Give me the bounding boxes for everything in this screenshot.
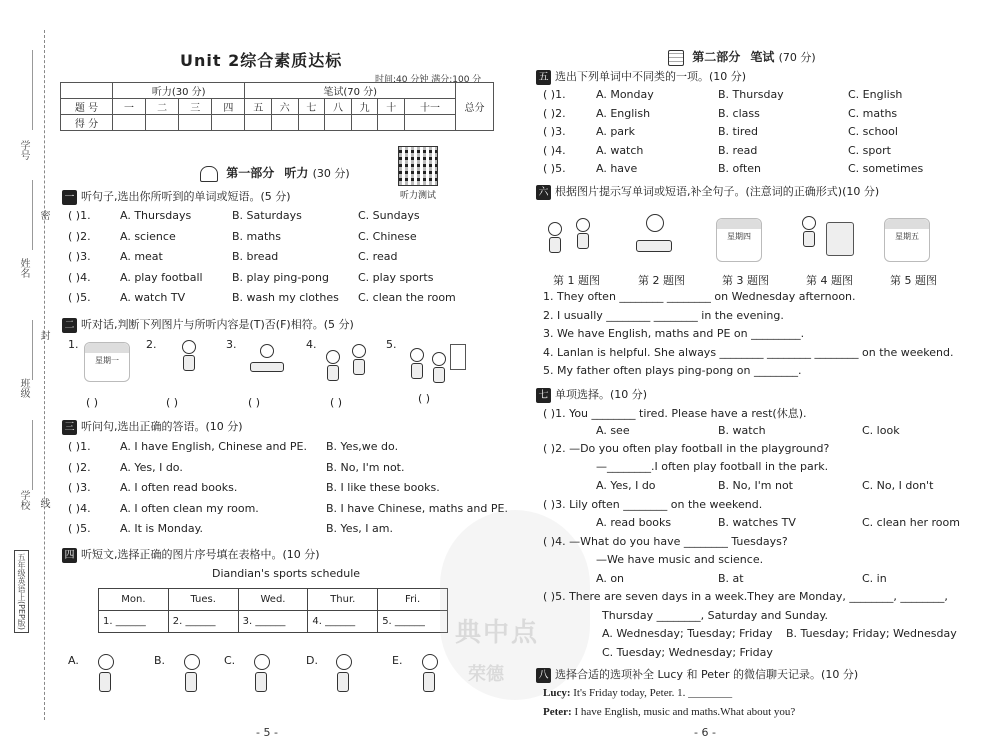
qr-code-icon[interactable] — [398, 146, 438, 186]
answer-paren[interactable]: ( )4. — [68, 501, 91, 515]
pic-number: 4. — [306, 338, 317, 351]
class-label: 班级 — [18, 378, 29, 398]
girl-washing-clothes-picture — [796, 212, 858, 266]
score-input[interactable] — [325, 115, 352, 131]
picture-caption: 第 2 题图 — [638, 274, 685, 287]
underline — [32, 180, 33, 250]
book-label: 五年级英语上(PEP版) — [14, 550, 29, 633]
picture-option-label[interactable]: A. — [68, 654, 79, 667]
day-header: Tues. — [168, 589, 238, 611]
schedule-table — [98, 588, 448, 633]
answer-blank[interactable]: ( ) — [166, 396, 179, 409]
score-input[interactable] — [113, 115, 146, 131]
score-cell: 一 — [113, 99, 146, 115]
score-cell: 九 — [351, 99, 378, 115]
schedule-slot[interactable]: 5. ______ — [378, 611, 448, 633]
answer-blank[interactable]: ( ) — [86, 396, 99, 409]
schedule-title: Diandian's sports schedule — [212, 567, 361, 580]
pic-number: 5. — [386, 338, 397, 351]
option-b[interactable]: B. I have Chinese, maths and PE. — [326, 501, 508, 515]
option-a[interactable]: A. park — [596, 125, 635, 139]
question-5-cont: Thursday ________, Saturday and Sunday. — [602, 609, 828, 622]
girl-cooking-picture — [170, 340, 210, 390]
score-input[interactable] — [212, 115, 245, 131]
score-cell: 七 — [298, 99, 325, 115]
score-cell: 十 — [378, 99, 405, 115]
question-5: ( )5. There are seven days in a week.They are Monday, ________, ________, — [543, 590, 948, 603]
day-header: Wed. — [238, 589, 308, 611]
sport-picture — [408, 652, 452, 710]
kids-playing-picture — [544, 212, 598, 264]
option-a[interactable]: A. science — [120, 229, 176, 243]
answer-blank[interactable]: ( ) — [330, 396, 343, 409]
qr-label: 听力测试 — [400, 191, 437, 201]
day-header: Fri. — [378, 589, 448, 611]
score-input[interactable] — [179, 115, 212, 131]
answer-paren[interactable]: ( )3. — [543, 125, 566, 139]
answer-paren[interactable]: ( )1. — [68, 440, 91, 453]
part1-score: (30 分) — [312, 167, 350, 180]
answer-paren[interactable]: ( )2. — [543, 106, 566, 120]
score-cell: 得 分 — [61, 115, 113, 131]
picture-option-label[interactable]: D. — [306, 654, 318, 667]
section-number: 一 — [62, 190, 77, 205]
question-2: ( )2. —Do you often play football in the playground? — [543, 442, 830, 455]
option-a[interactable]: A. I often clean my room. — [120, 501, 259, 515]
part1-heading — [200, 164, 350, 182]
score-table — [60, 82, 494, 131]
option-a[interactable]: A. I have English, Chinese and PE. — [120, 440, 307, 453]
section-text: 根据图片提示写单词或短语,补全句子。(注意词的正确形式)(10 分) — [555, 185, 880, 198]
pic-number: 3. — [226, 338, 237, 351]
option-c[interactable]: C. Chinese — [358, 229, 417, 243]
day-header: Thur. — [308, 589, 378, 611]
section-text: 单项选择。(10 分) — [555, 388, 648, 401]
score-cell: 题 号 — [61, 99, 113, 115]
watermark-text: 典中点 — [455, 618, 540, 648]
answer-blank[interactable]: ( ) — [418, 392, 431, 405]
option-a[interactable]: A. Wednesday; Tuesday; Friday — [602, 627, 773, 640]
section2-heading — [62, 316, 354, 333]
question-2-reply: —________.I often play football in the park. — [596, 460, 829, 473]
option-b[interactable]: B. Yes, I am. — [326, 522, 393, 535]
option-a[interactable]: A. play football — [120, 270, 203, 284]
answer-blank[interactable]: ( ) — [248, 396, 261, 409]
section-text: 听短文,选择正确的图片序号填在表格中。(10 分) — [81, 548, 320, 561]
chat-text: It's Friday today, Peter. 1. ________ — [570, 687, 733, 699]
calendar-label: 星期一 — [95, 356, 119, 365]
pic-number: 2. — [146, 338, 157, 351]
page-number-left: - 5 - — [256, 726, 278, 739]
section6-heading — [536, 183, 879, 200]
football-picture — [402, 338, 468, 388]
chat-line-peter — [543, 706, 795, 718]
option-a[interactable]: A. Monday — [596, 88, 654, 101]
option-b[interactable]: B. read — [718, 143, 758, 157]
option-b[interactable]: B. Yes,we do. — [326, 440, 399, 453]
picture-option-label[interactable]: B. — [154, 654, 166, 667]
score-cell: 十一 — [405, 99, 456, 115]
section5-heading — [536, 68, 746, 85]
section7-heading — [536, 386, 647, 403]
score-input[interactable] — [146, 115, 179, 131]
calendar-label: 星期五 — [895, 232, 919, 241]
option-b[interactable]: B. I like these books. — [326, 481, 440, 494]
option-c[interactable]: C. No, I don't — [862, 479, 934, 492]
calendar-thursday-picture — [716, 218, 762, 262]
section-text: 听对话,判断下列图片与所听内容是(T)否(F)相符。(5 分) — [81, 318, 354, 331]
schedule-slot[interactable]: 2. ______ — [168, 611, 238, 633]
score-cell: 三 — [179, 99, 212, 115]
option-a[interactable]: A. Thursdays — [120, 209, 192, 222]
option-b[interactable]: B. Thursday — [718, 88, 784, 101]
calendar-label: 星期四 — [727, 232, 751, 241]
picture-option-label[interactable]: E. — [392, 654, 403, 667]
section3-heading — [62, 418, 243, 435]
total-header: 总分 — [456, 83, 494, 131]
score-input[interactable] — [378, 115, 405, 131]
option-c[interactable]: C. school — [848, 125, 898, 139]
picture-caption: 第 5 题图 — [890, 274, 937, 287]
school-label: 学校 — [18, 490, 29, 510]
sport-picture — [170, 652, 214, 710]
option-b[interactable]: B. at — [718, 572, 744, 585]
underline — [32, 420, 33, 490]
option-b[interactable]: B. No, I'm not. — [326, 460, 405, 474]
boy-homework-picture — [628, 210, 684, 266]
score-input[interactable] — [351, 115, 378, 131]
option-b[interactable]: B. class — [718, 106, 760, 120]
name-label: 姓名 — [18, 258, 29, 278]
fill-sentence[interactable]: 1. They often ________ ________ on Wednesday afternoon. — [543, 290, 856, 303]
sport-picture — [322, 652, 366, 710]
option-c[interactable]: C. clean the room — [358, 291, 456, 304]
score-input[interactable] — [272, 115, 299, 131]
calendar-monday-picture — [84, 342, 130, 382]
score-cell: 二 — [146, 99, 179, 115]
pic-number: 1. — [68, 338, 79, 351]
option-b[interactable]: B. maths — [232, 229, 282, 243]
answer-paren[interactable]: ( )5. — [543, 162, 566, 176]
option-c[interactable]: C. maths — [848, 106, 898, 120]
section1-heading — [62, 188, 291, 205]
answer-paren[interactable]: ( )1. — [68, 209, 91, 222]
option-b[interactable]: B. bread — [232, 250, 279, 263]
option-b[interactable]: B. watch — [718, 424, 766, 437]
section8-heading — [536, 666, 858, 683]
answer-paren[interactable]: ( )4. — [543, 143, 566, 157]
section-number: 五 — [536, 70, 551, 85]
calendar-friday-picture — [884, 218, 930, 262]
option-a[interactable]: A. have — [596, 162, 638, 176]
underline — [32, 50, 33, 130]
student-id-label: 学号 — [18, 140, 29, 160]
part1-title: 第一部分 — [226, 166, 275, 180]
option-a[interactable]: A. It is Monday. — [120, 522, 204, 535]
option-b[interactable]: B. watches TV — [718, 516, 796, 529]
score-cell: 五 — [245, 99, 272, 115]
section-number: 三 — [62, 420, 77, 435]
part2-heading — [668, 48, 816, 66]
chat-text: I have English, music and maths.What about you? — [571, 706, 796, 718]
option-b[interactable]: B. wash my clothes — [232, 291, 339, 304]
exam-meta: 时间:40 分钟 满分:100 分 — [375, 75, 482, 85]
option-a[interactable]: A. on — [596, 572, 625, 585]
picture-caption: 第 1 题图 — [553, 274, 600, 287]
page-number-right: - 6 - — [694, 726, 716, 739]
section-number: 四 — [62, 548, 77, 563]
option-a[interactable]: A. meat — [120, 250, 163, 263]
scroll-icon — [668, 50, 684, 66]
option-a[interactable]: A. watch — [596, 143, 644, 157]
speaker-name: Peter: — [543, 706, 572, 718]
part2-title: 第二部分 — [692, 50, 741, 64]
schedule-slot[interactable]: 4. ______ — [308, 611, 378, 633]
option-a[interactable]: A. see — [596, 424, 630, 437]
question-1: ( )1. You ________ tired. Please have a rest(休息). — [543, 407, 807, 420]
part2-name: 笔试 — [750, 50, 775, 64]
answer-paren[interactable]: ( )2. — [68, 460, 91, 474]
fill-sentence[interactable]: 4. Lanlan is helpful. She always ________ ________ ________ on the weekend. — [543, 345, 954, 359]
score-input[interactable] — [245, 115, 272, 131]
option-c[interactable]: C. clean her room — [862, 516, 960, 529]
score-cell: 八 — [325, 99, 352, 115]
section-text: 选出下列单词中不同类的一项。(10 分) — [555, 70, 747, 83]
boy-reading-picture — [244, 340, 290, 390]
chat-line-lucy — [543, 687, 732, 699]
option-c[interactable]: C. look — [862, 424, 900, 437]
section4-heading — [62, 546, 320, 563]
score-cell: 六 — [272, 99, 299, 115]
score-input[interactable] — [405, 115, 456, 131]
fill-sentence[interactable]: 3. We have English, maths and PE on _________. — [543, 327, 805, 341]
seal-char: 封 — [38, 330, 49, 340]
option-b[interactable]: B. Saturdays — [232, 209, 302, 222]
fill-sentence[interactable]: 5. My father often plays ping-pong on ________. — [543, 364, 802, 378]
option-b[interactable]: B. play ping-pong — [232, 270, 329, 284]
picture-caption: 第 3 题图 — [722, 274, 769, 287]
section-text: 听问句,选出正确的答语。(10 分) — [81, 420, 243, 433]
option-c[interactable]: C. Tuesday; Wednesday; Friday — [602, 646, 773, 659]
option-b[interactable]: B. No, I'm not — [718, 479, 793, 492]
picture-caption: 第 4 题图 — [806, 274, 853, 287]
binding-strip — [14, 30, 58, 730]
option-c[interactable]: C. play sports — [358, 270, 434, 284]
option-a[interactable]: A. read books — [596, 516, 672, 529]
option-a[interactable]: A. Yes, I do. — [120, 460, 183, 474]
question-3: ( )3. Lily often ________ on the weekend. — [543, 498, 763, 511]
question-4: ( )4. —What do you have ________ Tuesdays? — [543, 535, 788, 548]
sport-picture — [240, 652, 284, 710]
section-number: 二 — [62, 318, 77, 333]
underline — [32, 320, 33, 380]
section-number: 八 — [536, 668, 551, 683]
sport-picture — [84, 652, 128, 710]
fill-sentence[interactable]: 2. I usually ________ ________ in the evening. — [543, 308, 784, 322]
option-b[interactable]: B. Tuesday; Friday; Wednesday — [786, 627, 957, 640]
page-title: Unit 2综合素质达标 — [180, 51, 343, 70]
option-a[interactable]: A. Yes, I do — [596, 479, 656, 492]
option-b[interactable]: B. tired — [718, 125, 758, 139]
speaker-name: Lucy: — [543, 687, 571, 699]
option-a[interactable]: A. watch TV — [120, 291, 186, 304]
section-text: 听句子,选出你所听到的单词或短语。(5 分) — [81, 190, 291, 203]
option-c[interactable]: C. sometimes — [848, 162, 924, 176]
part1-name: 听力 — [284, 166, 309, 180]
answer-paren[interactable]: ( )5. — [68, 291, 91, 304]
day-header: Mon. — [99, 589, 169, 611]
answer-paren[interactable]: ( )2. — [68, 229, 91, 243]
writing-header: 笔试(70 分) — [245, 83, 456, 99]
section-number: 六 — [536, 185, 551, 200]
score-cell: 四 — [212, 99, 245, 115]
schedule-slot[interactable]: 1. ______ — [99, 611, 169, 633]
seal-char: 密 — [38, 210, 49, 220]
option-b[interactable]: B. often — [718, 162, 762, 176]
section-number: 七 — [536, 388, 551, 403]
option-c[interactable]: C. sport — [848, 143, 891, 157]
answer-paren[interactable]: ( )4. — [68, 270, 91, 284]
headphones-icon — [200, 166, 218, 182]
option-a[interactable]: A. English — [596, 106, 651, 120]
question-4-reply: —We have music and science. — [596, 553, 764, 566]
option-c[interactable]: C. read — [358, 250, 398, 263]
fold-line — [44, 30, 45, 720]
watermark-text: 荣德 — [468, 664, 504, 685]
score-input[interactable] — [298, 115, 325, 131]
answer-paren[interactable]: ( )1. — [543, 88, 566, 101]
answer-paren[interactable]: ( )3. — [68, 481, 91, 494]
option-c[interactable]: C. Sundays — [358, 209, 420, 222]
schedule-slot[interactable]: 3. ______ — [238, 611, 308, 633]
score-cell — [61, 83, 113, 99]
part2-score: (70 分) — [778, 51, 816, 64]
kids-playing-picture — [322, 340, 372, 390]
option-c[interactable]: C. English — [848, 88, 903, 101]
answer-paren[interactable]: ( )5. — [68, 522, 91, 535]
listening-header: 听力(30 分) — [113, 83, 245, 99]
section-text: 选择合适的选项补全 Lucy 和 Peter 的微信聊天记录。(10 分) — [555, 668, 859, 681]
option-a[interactable]: A. I often read books. — [120, 481, 238, 494]
picture-option-label[interactable]: C. — [224, 654, 236, 667]
option-c[interactable]: C. in — [862, 572, 887, 585]
seal-char: 线 — [38, 498, 49, 508]
answer-paren[interactable]: ( )3. — [68, 250, 91, 263]
